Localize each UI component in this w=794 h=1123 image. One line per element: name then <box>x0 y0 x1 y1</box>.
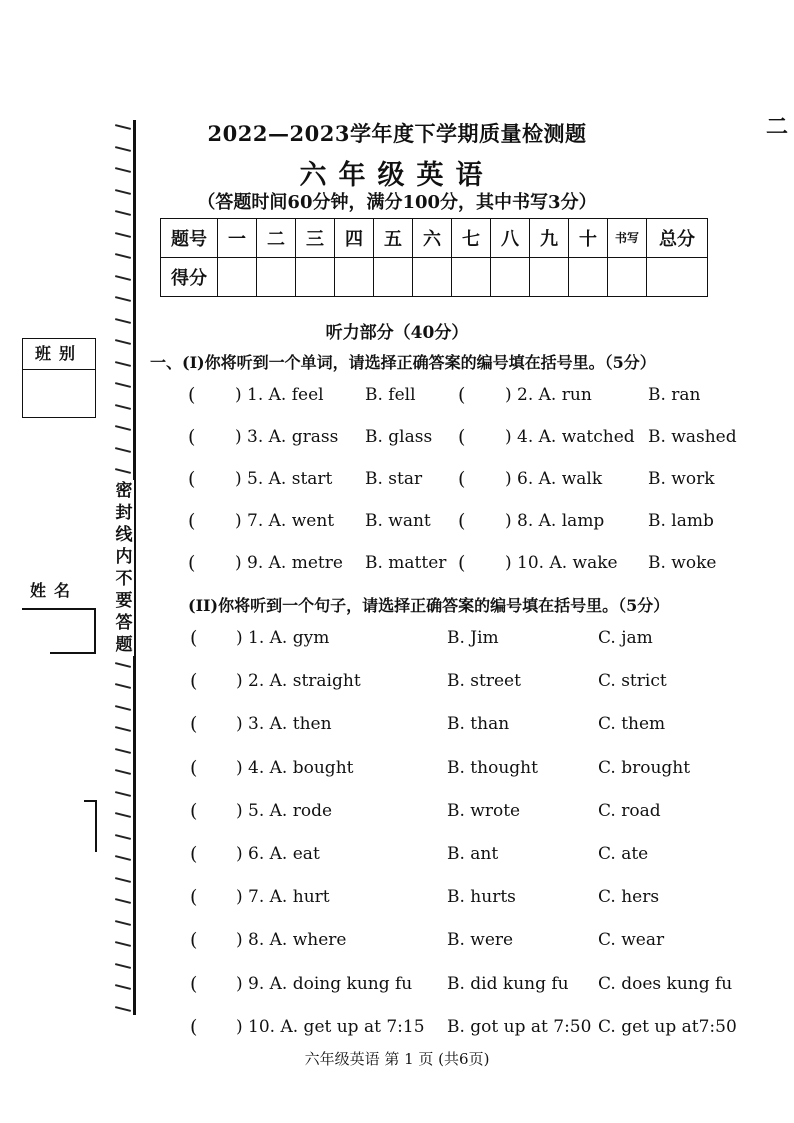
seal-tick <box>115 963 131 969</box>
score-header-cell: 总分 <box>647 219 708 258</box>
seal-tick <box>115 124 131 130</box>
option-a: ) 1. A. feel <box>235 385 324 405</box>
answer-bracket[interactable]: ( <box>188 468 196 490</box>
answer-bracket[interactable]: ( <box>190 929 198 951</box>
seal-tick <box>115 404 131 410</box>
option-b: B. washed <box>648 427 737 447</box>
option-a: ) 4. A. bought <box>236 758 354 778</box>
option-a: ) 7. A. hurt <box>236 887 330 907</box>
option-a: ) 7. A. went <box>235 511 335 531</box>
answer-bracket[interactable]: ( <box>190 800 198 822</box>
score-header-cell: 九 <box>530 219 569 258</box>
option-b: B. fell <box>365 385 416 405</box>
option-c: C. brought <box>598 758 691 778</box>
answer-bracket[interactable]: ( <box>458 552 466 574</box>
option-b: B. thought <box>447 758 538 778</box>
option-c: C. road <box>598 801 661 821</box>
corner-mark: 二 <box>765 114 788 140</box>
bracket-mark-side <box>95 800 97 852</box>
class-label: 班别 <box>23 339 95 370</box>
answer-bracket[interactable]: ( <box>190 1016 198 1038</box>
score-cell[interactable] <box>491 258 530 297</box>
option-b: B. lamb <box>648 511 714 531</box>
seal-tick <box>115 812 131 818</box>
score-table <box>160 218 708 297</box>
option-b: B. Jim <box>447 628 499 648</box>
option-a: ) 2. A. straight <box>236 671 361 691</box>
option-c: C. ate <box>598 844 649 864</box>
seal-tick <box>115 468 131 474</box>
seal-tick <box>115 662 131 668</box>
score-header-cell: 五 <box>374 219 413 258</box>
option-b: B. woke <box>648 553 717 573</box>
option-a: ) 3. A. grass <box>235 427 339 447</box>
option-a: ) 2. A. run <box>505 385 592 405</box>
seal-tick <box>115 683 131 689</box>
option-a: ) 10. A. get up at 7:15 <box>236 1017 425 1037</box>
name-line-bottom[interactable] <box>50 652 95 654</box>
option-a: ) 8. A. where <box>236 930 347 950</box>
answer-bracket[interactable]: ( <box>190 627 198 649</box>
seal-tick <box>115 748 131 754</box>
score-cell[interactable] <box>335 258 374 297</box>
seal-tick <box>115 253 131 259</box>
seal-tick <box>115 769 131 775</box>
answer-bracket[interactable]: ( <box>190 973 198 995</box>
score-header-cell: 一 <box>218 219 257 258</box>
option-b: B. work <box>648 469 715 489</box>
answer-bracket[interactable]: ( <box>458 468 466 490</box>
part2-instruction: (II)你将听到一个句子，请选择正确答案的编号填在括号里。（5分） <box>188 596 670 615</box>
seal-tick <box>115 275 131 281</box>
option-a: ) 4. A. watched <box>505 427 635 447</box>
answer-bracket[interactable]: ( <box>190 757 198 779</box>
option-b: B. hurts <box>447 887 516 907</box>
score-cell[interactable] <box>452 258 491 297</box>
score-header-cell: 三 <box>296 219 335 258</box>
score-header-cell: 书写 <box>608 219 647 258</box>
seal-tick <box>115 382 131 388</box>
section-title: 听力部分（40分） <box>325 323 469 343</box>
option-a: ) 6. A. walk <box>505 469 603 489</box>
option-a: ) 9. A. doing kung fu <box>236 974 413 994</box>
answer-bracket[interactable]: ( <box>190 713 198 735</box>
answer-bracket[interactable]: ( <box>458 426 466 448</box>
option-a: ) 9. A. metre <box>235 553 343 573</box>
answer-bracket[interactable]: ( <box>190 886 198 908</box>
seal-tick <box>115 855 131 861</box>
option-c: C. jam <box>598 628 653 648</box>
option-a: ) 10. A. wake <box>505 553 618 573</box>
option-b: B. wrote <box>447 801 521 821</box>
option-b: B. got up at 7:50 <box>447 1017 592 1037</box>
class-box <box>22 338 96 418</box>
seal-tick <box>115 361 131 367</box>
score-cell[interactable] <box>257 258 296 297</box>
answer-bracket[interactable]: ( <box>188 552 196 574</box>
option-b: B. than <box>447 714 510 734</box>
exam-period-title: 2022—2023学年度下学期质量检测题 <box>207 121 587 146</box>
option-a: ) 1. A. gym <box>236 628 330 648</box>
score-row-label: 得分 <box>161 258 218 297</box>
exam-subject-title: 六年级英语 <box>299 160 495 191</box>
option-a: ) 5. A. rode <box>236 801 333 821</box>
answer-bracket[interactable]: ( <box>188 426 196 448</box>
option-c: C. hers <box>598 887 660 907</box>
option-c: C. strict <box>598 671 667 691</box>
score-header-cell: 六 <box>413 219 452 258</box>
score-cell[interactable] <box>530 258 569 297</box>
option-b: B. glass <box>365 427 433 447</box>
score-header-cell: 七 <box>452 219 491 258</box>
score-header-cell: 题号 <box>161 219 218 258</box>
name-line-right <box>94 608 96 654</box>
option-c: C. does kung fu <box>598 974 733 994</box>
answer-bracket[interactable]: ( <box>458 510 466 532</box>
seal-tick <box>115 898 131 904</box>
seal-tick <box>115 877 131 883</box>
option-b: B. ant <box>447 844 499 864</box>
answer-bracket[interactable]: ( <box>190 670 198 692</box>
exam-info: （答题时间60分钟，满分100分，其中书写3分） <box>197 192 597 213</box>
option-c: C. get up at7:50 <box>598 1017 737 1037</box>
seal-tick <box>115 726 131 732</box>
score-cell[interactable] <box>296 258 335 297</box>
page-footer: 六年级英语 第 1 页 (共6页) <box>304 1050 490 1068</box>
score-cell[interactable] <box>374 258 413 297</box>
seal-tick <box>115 941 131 947</box>
seal-tick <box>115 834 131 840</box>
option-b: B. were <box>447 930 514 950</box>
seal-tick <box>115 210 131 216</box>
seal-tick <box>115 189 131 195</box>
option-b: B. street <box>447 671 521 691</box>
score-cell[interactable] <box>569 258 608 297</box>
option-c: C. wear <box>598 930 665 950</box>
seal-tick <box>115 296 131 302</box>
option-a: ) 5. A. start <box>235 469 333 489</box>
option-b: B. star <box>365 469 423 489</box>
score-header-cell: 八 <box>491 219 530 258</box>
option-a: ) 6. A. eat <box>236 844 320 864</box>
seal-tick <box>115 167 131 173</box>
answer-bracket[interactable]: ( <box>188 384 196 406</box>
score-header-cell: 四 <box>335 219 374 258</box>
score-header-cell: 二 <box>257 219 296 258</box>
seal-tick <box>115 146 131 152</box>
name-line-top <box>22 608 94 610</box>
score-header-cell: 十 <box>569 219 608 258</box>
score-table-header-row <box>161 219 708 258</box>
answer-bracket[interactable]: ( <box>458 384 466 406</box>
seal-tick <box>115 1006 131 1012</box>
seal-text: 密封线内不要答题 <box>115 481 133 655</box>
score-cell[interactable] <box>608 258 647 297</box>
score-cell[interactable] <box>218 258 257 297</box>
answer-bracket[interactable]: ( <box>190 843 198 865</box>
class-field[interactable] <box>23 370 95 416</box>
option-a: ) 3. A. then <box>236 714 332 734</box>
name-label: 姓名 <box>30 581 79 600</box>
seal-tick <box>115 705 131 711</box>
option-c: C. them <box>598 714 666 734</box>
seal-tick <box>115 984 131 990</box>
option-b: B. did kung fu <box>447 974 569 994</box>
seal-tick <box>115 791 131 797</box>
seal-tick <box>115 920 131 926</box>
score-cell[interactable] <box>647 258 708 297</box>
score-cell[interactable] <box>413 258 452 297</box>
option-b: B. matter <box>365 553 447 573</box>
option-b: B. want <box>365 511 431 531</box>
option-b: B. ran <box>648 385 701 405</box>
seal-tick <box>115 425 131 431</box>
answer-bracket[interactable]: ( <box>188 510 196 532</box>
score-table-score-row <box>161 258 708 297</box>
seal-tick <box>115 232 131 238</box>
option-a: ) 8. A. lamp <box>505 511 605 531</box>
part1-instruction: 一、(I)你将听到一个单词，请选择正确答案的编号填在括号里。（5分） <box>150 353 656 372</box>
seal-tick <box>115 447 131 453</box>
